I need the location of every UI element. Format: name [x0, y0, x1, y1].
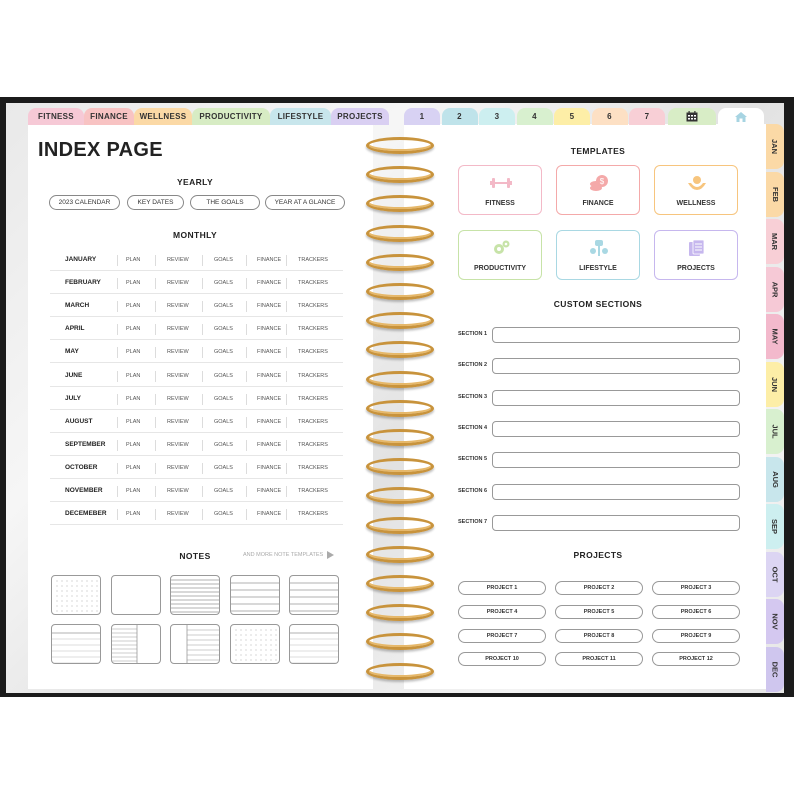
page-title: INDEX PAGE — [38, 139, 163, 161]
month-link-finance[interactable]: FINANCE — [257, 280, 282, 287]
row-divider — [202, 301, 203, 312]
project-button-12[interactable]: PROJECT 12 — [652, 652, 740, 666]
row-divider — [155, 278, 156, 289]
lifestyle-icon — [588, 239, 610, 257]
month-link-review[interactable]: REVIEW — [167, 349, 189, 356]
month-link-goals[interactable]: GOALS — [214, 372, 233, 379]
month-tab-label: AUG — [770, 470, 780, 488]
row-divider — [155, 371, 156, 382]
row-divider — [202, 324, 203, 335]
month-tab-jun[interactable] — [766, 362, 784, 407]
tab-projects[interactable]: PROJECTS — [331, 108, 389, 125]
project-button-7[interactable]: PROJECT 7 — [458, 629, 546, 643]
month-link-goals[interactable]: GOALS — [214, 303, 233, 310]
tab-number-4[interactable]: 4 — [517, 108, 553, 125]
month-link-plan[interactable]: PLAN — [126, 280, 141, 287]
month-link-review[interactable]: REVIEW — [167, 257, 189, 263]
spiral-ring — [366, 663, 434, 680]
spiral-ring — [366, 371, 434, 388]
row-divider — [117, 463, 118, 474]
month-link-trackers[interactable]: TRACKERS — [298, 464, 328, 471]
month-link-plan[interactable]: PLAN — [126, 372, 141, 379]
row-divider — [246, 278, 247, 289]
row-divider — [117, 301, 118, 312]
tab-number-6[interactable]: 6 — [592, 108, 628, 125]
row-divider — [202, 440, 203, 451]
section-label: SECTION 1 — [458, 331, 488, 337]
row-divider — [117, 509, 118, 520]
month-link-goals[interactable]: GOALS — [214, 280, 233, 287]
tab-number-3[interactable]: 3 — [479, 108, 515, 125]
month-row — [50, 250, 343, 271]
yearly-heading: YEARLY — [176, 177, 214, 187]
month-name[interactable]: JULY — [65, 394, 82, 402]
row-divider — [155, 347, 156, 358]
row-divider — [117, 417, 118, 428]
month-link-trackers[interactable]: TRACKERS — [298, 511, 328, 518]
month-link-trackers[interactable]: TRACKERS — [298, 303, 328, 310]
row-divider — [155, 417, 156, 428]
project-button-3[interactable]: PROJECT 3 — [652, 581, 740, 595]
template-label: PRODUCTIVITY — [473, 265, 527, 272]
template-card-productivity[interactable] — [458, 230, 542, 280]
month-link-review[interactable]: REVIEW — [167, 511, 189, 518]
row-divider — [286, 463, 287, 474]
row-divider — [202, 417, 203, 428]
tab-number-7[interactable]: 7 — [629, 108, 665, 125]
section-label: SECTION 4 — [458, 424, 488, 431]
month-link-plan[interactable]: PLAN — [126, 395, 141, 402]
spiral-ring — [366, 546, 434, 563]
tab-fitness[interactable]: FITNESS — [28, 108, 84, 125]
month-link-finance[interactable]: FINANCE — [257, 418, 282, 425]
row-divider — [286, 394, 287, 405]
month-tab-feb[interactable] — [766, 172, 784, 217]
row-divider — [246, 394, 247, 405]
row-divider — [155, 509, 156, 520]
month-row — [50, 458, 343, 479]
project-button-5[interactable]: PROJECT 5 — [555, 605, 643, 619]
spiral-ring — [366, 225, 434, 242]
month-tab-label: FEB — [770, 186, 780, 202]
month-tab-nov[interactable] — [766, 599, 784, 644]
tab-finance[interactable]: FINANCE — [84, 108, 134, 125]
row-divider — [117, 278, 118, 289]
template-card-lifestyle[interactable] — [556, 230, 640, 280]
month-tab-label: JUN — [770, 376, 780, 392]
month-link-review[interactable]: REVIEW — [167, 488, 189, 494]
row-divider — [117, 347, 118, 358]
month-name[interactable]: DECEMEBER — [65, 510, 107, 518]
month-name[interactable]: JANUARY — [65, 256, 97, 263]
section-input-6[interactable] — [492, 484, 740, 500]
row-divider — [246, 347, 247, 358]
section-input-2[interactable] — [492, 358, 740, 374]
more-notes-link[interactable] — [243, 551, 334, 559]
month-row — [50, 504, 343, 525]
section-label: SECTION 5 — [458, 456, 488, 463]
month-link-finance[interactable]: FINANCE — [257, 349, 282, 356]
month-row — [50, 435, 343, 456]
row-divider — [286, 301, 287, 312]
row-divider — [246, 301, 247, 312]
template-card-projects[interactable] — [654, 230, 738, 280]
month-link-plan[interactable]: PLAN — [126, 441, 141, 448]
note-template-dot-grid[interactable] — [51, 575, 101, 615]
row-divider — [286, 278, 287, 289]
month-name[interactable]: APRIL — [65, 325, 85, 333]
month-link-goals[interactable]: GOALS — [214, 511, 233, 518]
row-divider — [286, 371, 287, 382]
section-label: SECTION 6 — [458, 487, 488, 494]
month-row — [50, 296, 343, 317]
row-divider — [286, 255, 287, 266]
row-divider — [202, 278, 203, 289]
project-button-10[interactable]: PROJECT 10 — [458, 652, 546, 666]
month-link-trackers[interactable]: TRACKERS — [298, 441, 328, 448]
note-template-lined-wide[interactable] — [230, 575, 280, 615]
month-link-finance[interactable]: FINANCE — [257, 441, 282, 448]
project-button-11[interactable]: PROJECT 11 — [555, 652, 643, 666]
row-divider — [202, 371, 203, 382]
month-tab-oct[interactable] — [766, 552, 784, 597]
month-link-goals[interactable]: GOALS — [214, 418, 233, 425]
month-link-review[interactable]: REVIEW — [167, 418, 189, 425]
template-label: FINANCE — [582, 200, 614, 207]
tab-calendar[interactable] — [668, 108, 716, 125]
projects-heading: PROJECTS — [573, 550, 623, 560]
row-divider — [117, 394, 118, 405]
month-link-plan[interactable]: PLAN — [126, 349, 141, 356]
month-name[interactable]: AUGUST — [65, 417, 93, 425]
yearly-button-2[interactable]: KEY DATES — [127, 195, 184, 210]
row-divider — [155, 440, 156, 451]
month-name[interactable]: FEBRUARY — [65, 279, 101, 287]
wellness-hands-icon — [686, 174, 708, 192]
note-template-columns-lined[interactable] — [111, 624, 161, 664]
month-link-plan[interactable]: PLAN — [126, 511, 141, 518]
row-divider — [117, 324, 118, 335]
month-name[interactable]: MAY — [65, 348, 79, 356]
month-link-finance[interactable]: FINANCE — [257, 511, 282, 518]
row-divider — [202, 486, 203, 497]
section-label: SECTION 2 — [458, 362, 488, 369]
month-tab-label: OCT — [770, 566, 780, 582]
month-link-goals[interactable]: GOALS — [214, 464, 233, 471]
month-tab-label: JUL — [770, 424, 780, 439]
row-divider — [286, 417, 287, 428]
row-divider — [155, 301, 156, 312]
row-divider — [155, 486, 156, 497]
row-divider — [286, 347, 287, 358]
month-link-review[interactable]: REVIEW — [167, 464, 189, 471]
row-divider — [155, 255, 156, 266]
month-tab-label: MAY — [770, 328, 780, 345]
month-link-goals[interactable]: GOALS — [214, 257, 233, 263]
row-divider — [286, 324, 287, 335]
month-link-plan[interactable]: PLAN — [126, 257, 141, 263]
month-link-plan[interactable]: PLAN — [126, 326, 141, 333]
month-link-goals[interactable]: GOALS — [214, 395, 233, 402]
month-link-trackers[interactable]: TRACKERS — [298, 372, 328, 379]
template-card-wellness[interactable] — [654, 165, 738, 215]
month-link-trackers[interactable]: TRACKERS — [298, 418, 328, 425]
section-input-4[interactable] — [492, 421, 740, 437]
month-tab-aug[interactable] — [766, 457, 784, 502]
row-divider — [246, 417, 247, 428]
row-divider — [155, 324, 156, 335]
row-divider — [117, 255, 118, 266]
month-tab-label: SEP — [770, 518, 780, 535]
month-tab-dec[interactable] — [766, 647, 784, 692]
month-name[interactable]: JUNE — [65, 371, 83, 379]
month-row — [50, 481, 343, 502]
coins-icon — [588, 174, 610, 192]
month-name[interactable]: MARCH — [65, 302, 90, 310]
tab-home[interactable] — [718, 108, 764, 125]
month-tab-mar[interactable] — [766, 219, 784, 264]
gears-icon — [490, 239, 512, 257]
spiral-ring — [366, 575, 434, 592]
month-link-review[interactable]: REVIEW — [167, 303, 189, 310]
row-divider — [246, 371, 247, 382]
month-link-trackers[interactable]: TRACKERS — [298, 349, 328, 356]
month-name[interactable]: NOVEMBER — [65, 487, 103, 494]
row-divider — [202, 463, 203, 474]
row-divider — [117, 486, 118, 497]
month-tab-apr[interactable] — [766, 267, 784, 312]
month-row — [50, 366, 343, 387]
month-row — [50, 273, 343, 294]
month-tab-may[interactable] — [766, 314, 784, 359]
month-tab-label: JAN — [770, 138, 780, 155]
calendar-icon — [686, 111, 698, 122]
month-link-trackers[interactable]: TRACKERS — [298, 395, 328, 402]
month-link-review[interactable]: REVIEW — [167, 326, 189, 333]
dumbbell-icon — [490, 174, 512, 192]
row-divider — [202, 394, 203, 405]
month-link-trackers[interactable]: TRACKERS — [298, 326, 328, 333]
tab-number-2[interactable]: 2 — [442, 108, 478, 125]
month-link-plan[interactable]: PLAN — [126, 464, 141, 471]
row-divider — [155, 394, 156, 405]
note-template-header-lined[interactable] — [289, 624, 339, 664]
row-divider — [246, 509, 247, 520]
month-link-trackers[interactable]: TRACKERS — [298, 280, 328, 287]
template-label: WELLNESS — [676, 200, 716, 207]
tab-number-5[interactable]: 5 — [554, 108, 590, 125]
section-input-1[interactable] — [492, 327, 740, 343]
month-link-finance[interactable]: FINANCE — [257, 464, 282, 471]
row-divider — [246, 255, 247, 266]
month-link-plan[interactable]: PLAN — [126, 303, 141, 310]
section-input-5[interactable] — [492, 452, 740, 468]
more-notes-label: AND MORE NOTE TEMPLATES — [243, 552, 324, 558]
tab-lifestyle[interactable]: LIFESTYLE — [270, 108, 331, 125]
section-input-3[interactable] — [492, 390, 740, 406]
template-label: LIFESTYLE — [579, 265, 617, 272]
templates-heading: TEMPLATES — [570, 146, 626, 156]
documents-icon — [686, 239, 708, 257]
note-template-blank[interactable] — [111, 575, 161, 615]
tab-number-1[interactable]: 1 — [404, 108, 440, 125]
month-link-trackers[interactable]: TRACKERS — [298, 257, 328, 263]
row-divider — [286, 486, 287, 497]
month-link-goals[interactable]: GOALS — [214, 326, 233, 333]
month-link-finance[interactable]: FINANCE — [257, 395, 282, 402]
monthly-heading: MONTHLY — [172, 230, 218, 240]
project-button-4[interactable]: PROJECT 4 — [458, 605, 546, 619]
row-divider — [202, 347, 203, 358]
month-link-goals[interactable]: GOALS — [214, 488, 233, 494]
spiral-ring — [366, 517, 434, 534]
row-divider — [246, 440, 247, 451]
template-label: PROJECTS — [677, 265, 715, 272]
spiral-ring — [366, 400, 434, 417]
note-template-lined-wide[interactable] — [289, 575, 339, 615]
month-tab-jan[interactable] — [766, 124, 784, 169]
month-link-finance[interactable]: FINANCE — [257, 488, 282, 494]
section-label: SECTION 3 — [458, 393, 488, 400]
month-link-finance[interactable]: FINANCE — [257, 303, 282, 310]
row-divider — [202, 255, 203, 266]
spiral-ring — [366, 283, 434, 300]
month-tab-label: DEC — [770, 661, 780, 677]
row-divider — [246, 463, 247, 474]
notes-heading: NOTES — [179, 551, 211, 561]
template-label: FITNESS — [485, 200, 515, 207]
month-row — [50, 412, 343, 433]
month-tab-label: NOV — [770, 613, 780, 630]
note-template-split-lined[interactable] — [170, 624, 220, 664]
note-template-lined[interactable] — [170, 575, 220, 615]
home-icon — [734, 111, 748, 123]
month-link-review[interactable]: REVIEW — [167, 395, 189, 402]
row-divider — [117, 371, 118, 382]
month-link-goals[interactable]: GOALS — [214, 349, 233, 356]
project-button-8[interactable]: PROJECT 8 — [555, 629, 643, 643]
yearly-button-3[interactable]: THE GOALS — [190, 195, 260, 210]
row-divider — [202, 509, 203, 520]
project-button-2[interactable]: PROJECT 2 — [555, 581, 643, 595]
spiral-ring — [366, 254, 434, 271]
note-template-dot-grid[interactable] — [230, 624, 280, 664]
month-row — [50, 389, 343, 410]
play-arrow-icon — [326, 551, 334, 559]
template-card-finance[interactable] — [556, 165, 640, 215]
row-divider — [246, 324, 247, 335]
row-divider — [286, 440, 287, 451]
month-link-finance[interactable]: FINANCE — [257, 372, 282, 379]
month-link-trackers[interactable]: TRACKERS — [298, 488, 328, 494]
month-tab-sep[interactable] — [766, 504, 784, 549]
month-row — [50, 342, 343, 363]
month-link-review[interactable]: REVIEW — [167, 441, 189, 448]
month-link-plan[interactable]: PLAN — [126, 488, 141, 494]
month-name[interactable]: OCTOBER — [65, 463, 98, 471]
month-tab-label: MAR — [770, 232, 780, 251]
template-card-fitness[interactable] — [458, 165, 542, 215]
month-link-plan[interactable]: PLAN — [126, 418, 141, 425]
project-button-9[interactable]: PROJECT 9 — [652, 629, 740, 643]
svg-text:$: $ — [599, 177, 605, 186]
month-tab-jul[interactable] — [766, 409, 784, 454]
month-tab-label: APR — [770, 281, 780, 297]
month-row — [50, 319, 343, 340]
row-divider — [286, 509, 287, 520]
month-link-review[interactable]: REVIEW — [167, 372, 189, 379]
section-input-7[interactable] — [492, 515, 740, 531]
project-button-1[interactable]: PROJECT 1 — [458, 581, 546, 595]
section-label: SECTION 7 — [458, 518, 488, 525]
row-divider — [246, 486, 247, 497]
row-divider — [155, 463, 156, 474]
tab-productivity[interactable]: PRODUCTIVITY — [192, 108, 270, 125]
month-link-review[interactable]: REVIEW — [167, 280, 189, 287]
yearly-button-1[interactable]: 2023 CALENDAR — [49, 195, 120, 210]
month-link-finance[interactable]: FINANCE — [257, 257, 282, 263]
month-link-finance[interactable]: FINANCE — [257, 326, 282, 333]
spiral-ring — [366, 137, 434, 154]
yearly-button-4[interactable]: YEAR AT A GLANCE — [265, 195, 345, 210]
month-link-goals[interactable]: GOALS — [214, 441, 233, 448]
tab-wellness[interactable]: WELLNESS — [134, 108, 192, 125]
project-button-6[interactable]: PROJECT 6 — [652, 605, 740, 619]
row-divider — [117, 440, 118, 451]
note-template-header-lined[interactable] — [51, 624, 101, 664]
spiral-ring — [366, 429, 434, 446]
custom-sections-heading: CUSTOM SECTIONS — [553, 299, 643, 309]
month-name[interactable]: SEPTEMBER — [65, 440, 106, 448]
